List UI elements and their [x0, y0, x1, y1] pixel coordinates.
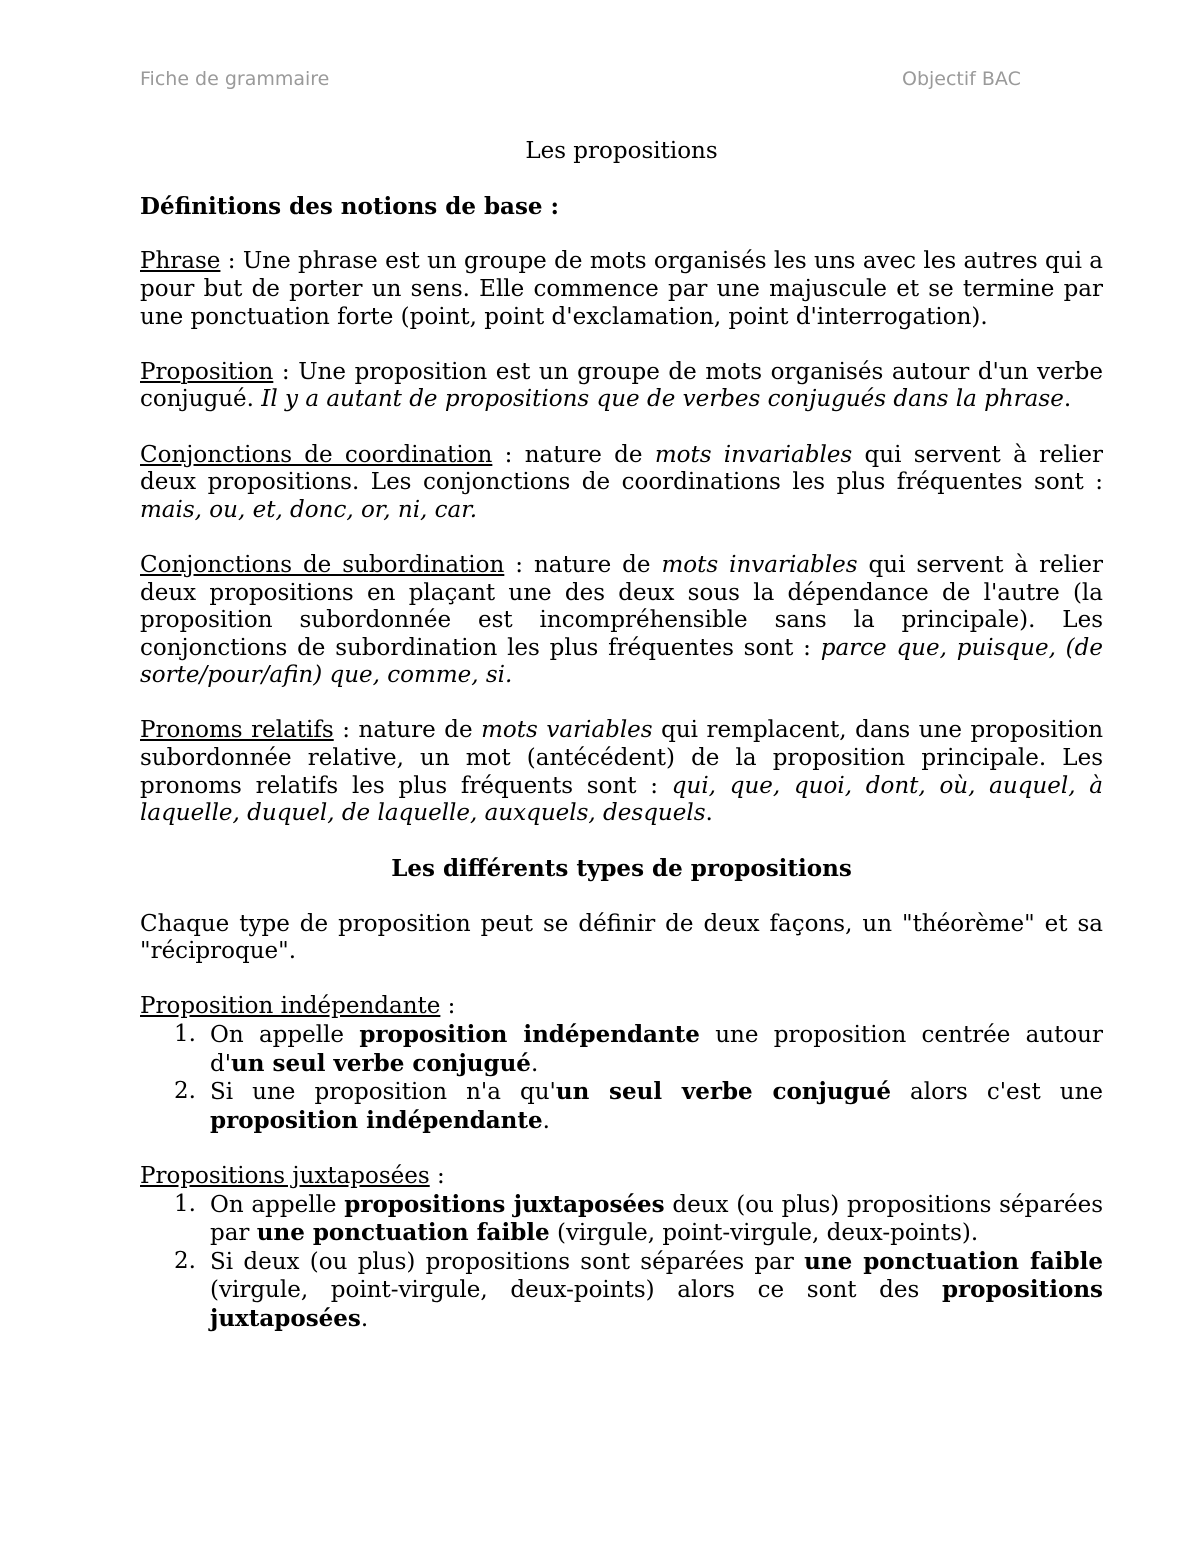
definition-proposition: Proposition : Une proposition est un groupe de mots organisés autour d'un verbe conjugué. Il y a autant de propositions que de verbes conjugués dans la phrase.	[140, 358, 1103, 413]
term-coordination: Conjonctions de coordination	[140, 441, 493, 468]
header-left: Fiche de grammaire	[140, 68, 330, 90]
document-body	[140, 138, 1103, 1334]
term-proposition: Proposition	[140, 358, 274, 385]
list-item: 2. Si deux (ou plus) propositions sont séparées par une ponctuation faible (virgule, point-virgule, deux-points) alors ce sont des propositions juxtaposées.	[174, 1247, 1103, 1332]
term-subordination: Conjonctions de subordination	[140, 551, 505, 578]
section-heading-types: Les différents types de propositions	[391, 855, 852, 883]
list-item: 1. On appelle propositions juxtaposées deux (ou plus) propositions séparées par une ponctuation faible (virgule, point-virgule, deux-points).	[174, 1190, 1103, 1247]
list-independante	[140, 1021, 1103, 1135]
list-item: 1. On appelle proposition indépendante une proposition centrée autour d'un seul verbe conjugué.	[174, 1021, 1103, 1077]
term-phrase: Phrase	[140, 248, 221, 275]
header-right: Objectif BAC	[902, 68, 1021, 90]
document-title: Les propositions	[525, 138, 718, 164]
term-relatifs: Pronoms relatifs	[140, 717, 334, 744]
definition-relatifs: Pronoms relatifs : nature de mots variables qui remplacent, dans une proposition subordonnée relative, un mot (antécédent) de la proposition principale. Les pronoms relatifs les plus fréquents sont : qui, que, quoi, dont, où, auquel, à laquelle, duquel, de laquelle, auxquels, desquels.	[140, 717, 1104, 827]
definition-coordination: Conjonctions de coordination : nature de mots invariables qui servent à relier deux propositions. Les conjonctions de coordinations les plus fréquentes sont : mais, ou, et, donc, or, ni, car.	[140, 441, 1104, 523]
list-item: 2. Si une proposition n'a qu'un seul verbe conjugué alors c'est une proposition indépendante.	[174, 1078, 1103, 1134]
subheading-juxtaposees: Propositions juxtaposées :	[140, 1162, 445, 1189]
definition-phrase: Phrase : Une phrase est un groupe de mots organisés les uns avec les autres qui a pour but de porter un sens. Elle commence par une majuscule et se termine par une ponctuation forte (point, point d'exclamation, point d'interrogation).	[140, 248, 1103, 330]
intro-paragraph: Chaque type de proposition peut se définir de deux façons, un "théorème" et sa "réciproque".	[140, 910, 1103, 965]
list-juxtaposees	[140, 1191, 1103, 1334]
section-heading-definitions: Définitions des notions de base :	[140, 193, 560, 221]
subheading-independante: Proposition indépendante :	[140, 993, 456, 1020]
definition-subordination: Conjonctions de subordination : nature de mots invariables qui servent à relier deux propositions en plaçant une des deux sous la dépendance de l'autre (la proposition subordonnée est incompréhensible sans la principale). Les conjonctions de subordination les plus fréquentes sont : parce que, puisque, (de sorte/pour/afin) que, comme, si.	[140, 551, 1104, 689]
